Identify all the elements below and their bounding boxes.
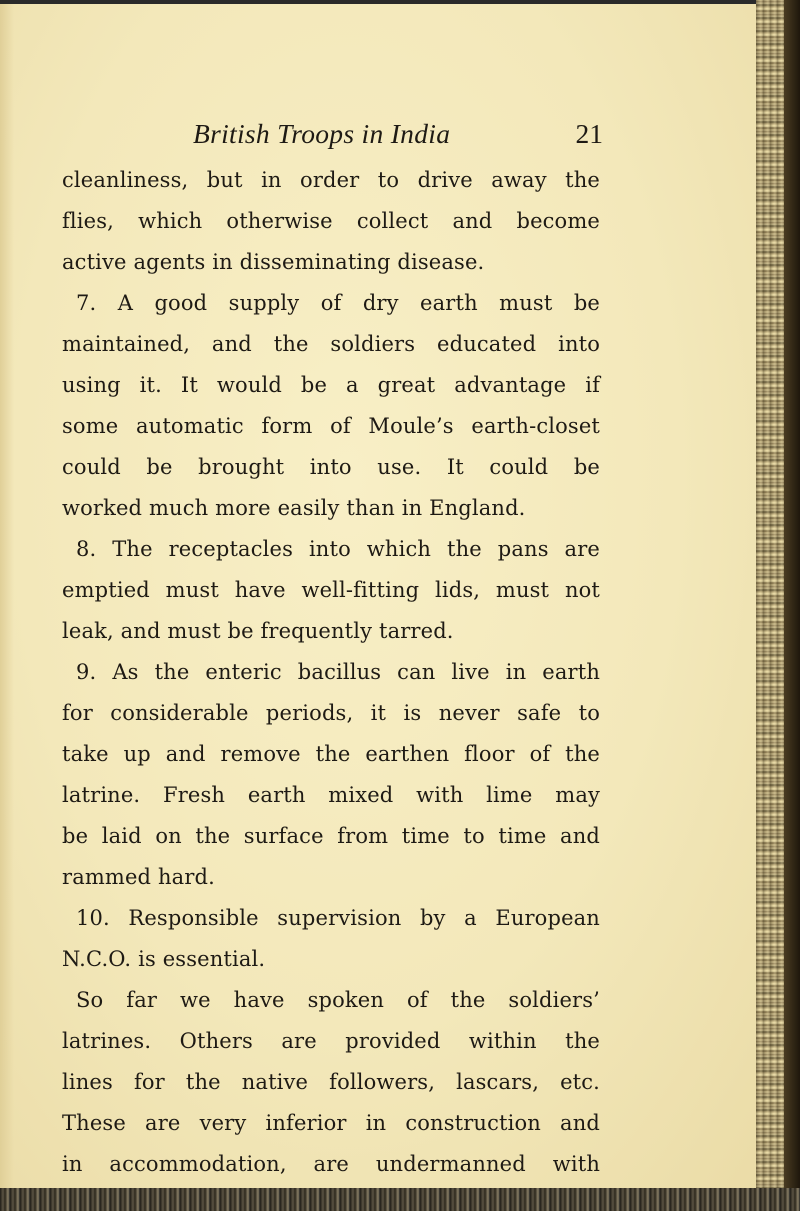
text-line: These are very inferior in construction and [62,1111,600,1135]
text-line: 8. The receptacles into which the pans are [76,537,600,561]
text-line: 10. Responsible supervision by a European [76,906,600,930]
text-line: emptied must have well-fitting lids, must not [62,578,600,602]
text-line: rammed hard. [62,865,215,889]
text-line: active agents in disseminating disease. [62,250,485,274]
text-line: latrines. Others are provided within the [62,1029,600,1053]
text-line: lines for the native followers, lascars, etc. [62,1070,600,1094]
body-text [62,160,600,1185]
text-line: worked much more easily than in England. [62,496,526,520]
page-number: 21 [575,118,603,149]
text-line: some automatic form of Moule’s earth-closet [62,414,600,438]
text-line: using it. It would be a great advantage if [62,373,600,397]
text-line: in accommodation, are undermanned with [62,1152,600,1176]
text-line: leak, and must be frequently tarred. [62,619,454,643]
text-line: 7. A good supply of dry earth must be [76,291,600,315]
text-line: So far we have spoken of the soldiers’ [76,988,600,1012]
text-line: 9. As the enteric bacillus can live in earth [76,660,600,684]
running-head: British Troops in India [193,118,451,149]
text-line: could be brought into use. It could be [62,455,600,479]
text-line: latrine. Fresh earth mixed with lime may [62,783,600,807]
text-line: maintained, and the soldiers educated into [62,332,600,356]
gutter-shadow [0,0,14,1192]
text-line: flies, which otherwise collect and become [62,209,600,233]
book-cover-edge [784,0,800,1211]
text-line: take up and remove the earthen floor of the [62,742,600,766]
text-line: N.C.O. is essential. [62,947,266,971]
top-edge [0,0,800,4]
page-header [193,118,603,158]
text-line: for considerable periods, it is never safe to [62,701,600,725]
text-line: be laid on the surface from time to time and [62,824,600,848]
text-line: cleanliness, but in order to drive away the [62,168,600,192]
bottom-edge [0,1188,800,1211]
